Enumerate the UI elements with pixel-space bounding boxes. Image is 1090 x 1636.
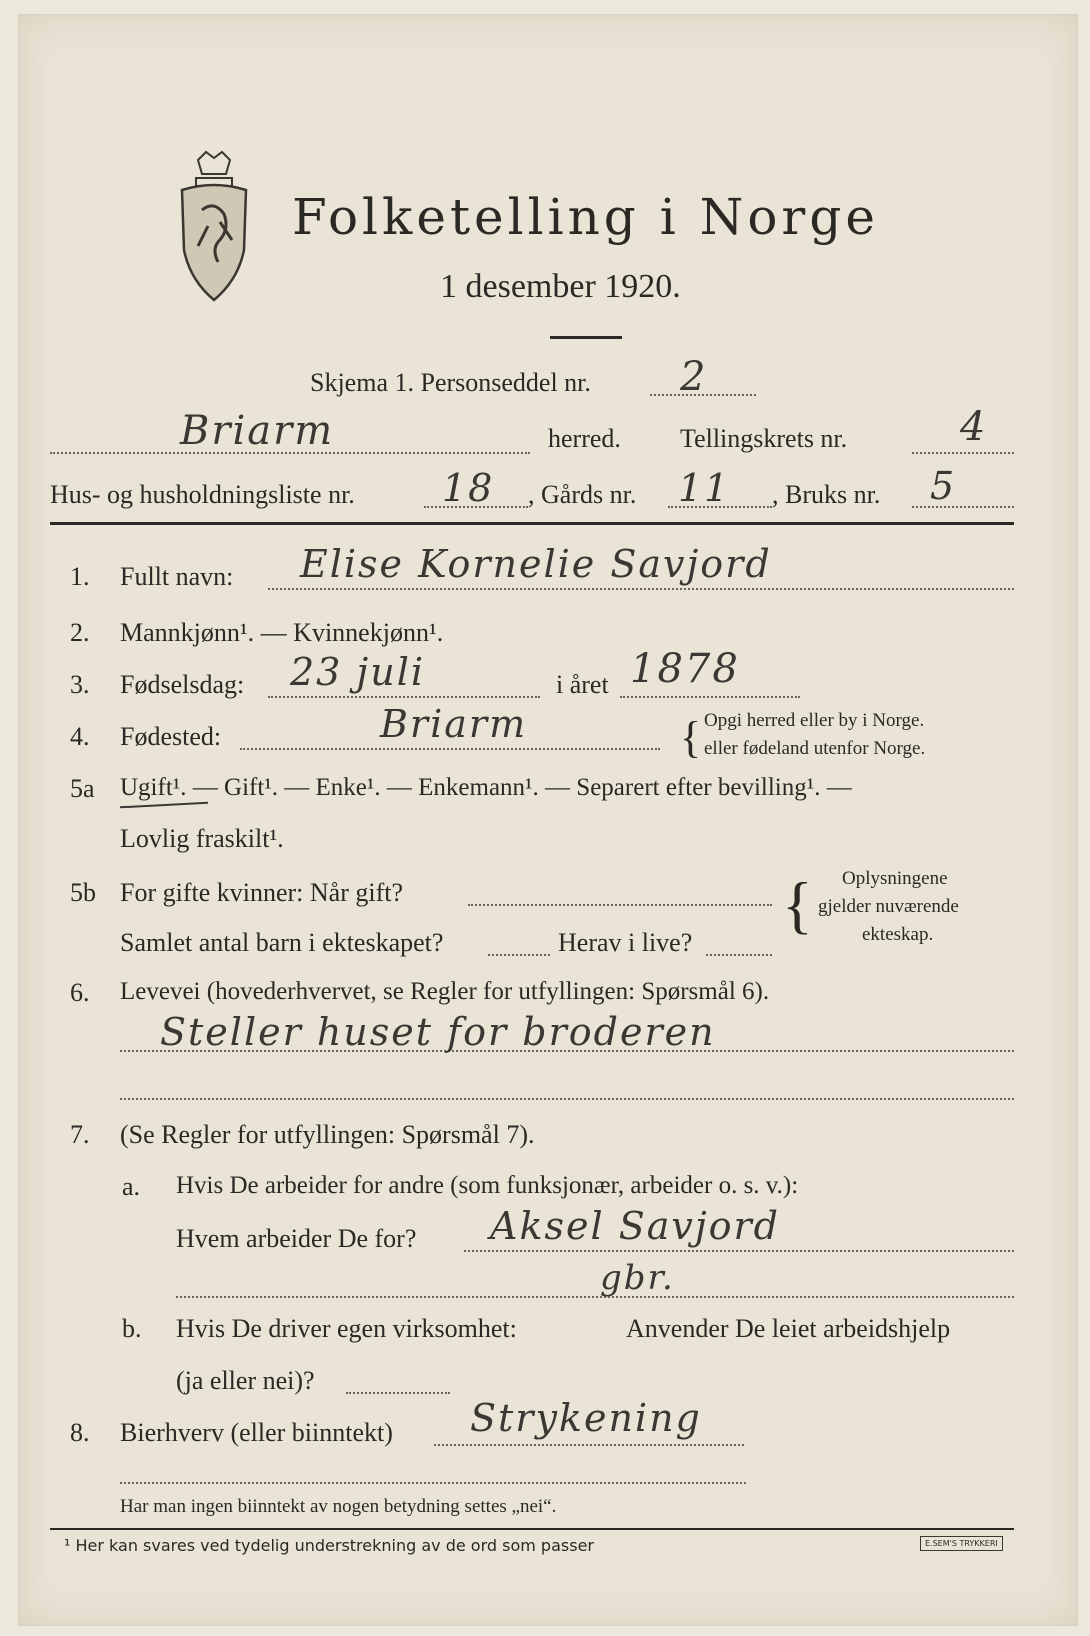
census-date: 1 desember 1920.	[440, 268, 681, 305]
title-divider	[550, 336, 622, 339]
q8-note: Har man ingen biinntekt av nogen betydning settes „nei“.	[120, 1496, 557, 1517]
q7-label: (Se Regler for utfyllingen: Spørsmål 7).	[120, 1120, 535, 1149]
q5b-note-3: ekteskap.	[862, 924, 934, 945]
q5b-note-1: Oplysningene	[842, 868, 948, 889]
q6-label: Levevei (hovederhvervet, se Regler for utfyllingen: Spørsmål 6).	[120, 978, 770, 1005]
liste-label: Hus- og husholdningsliste nr.	[50, 480, 355, 509]
printer-stamp: E.SEM'S TRYKKERI	[920, 1536, 1003, 1551]
q5a-label-2: Lovlig fraskilt¹.	[120, 824, 284, 853]
bruks-value: 5	[930, 464, 957, 508]
q7b-label-cont: Anvender De leiet arbeidshjelp	[626, 1314, 951, 1343]
side-income-value: Strykening	[470, 1396, 702, 1440]
q7b-number: b.	[122, 1314, 142, 1343]
herred-label: herred.	[548, 424, 621, 453]
q7a-label: Hvis De arbeider for andre (som funksjonær, arbeider o. s. v.):	[176, 1172, 799, 1199]
q5b-note-2: gjelder nuværende	[818, 896, 959, 917]
q7a-label-2: Hvem arbeider De for?	[176, 1224, 417, 1253]
herred-value: Briarm	[180, 408, 335, 454]
q3-number: 3.	[70, 670, 90, 699]
bruks-label: , Bruks nr.	[772, 480, 881, 509]
q7b-label-2: (ja eller nei)?	[176, 1366, 315, 1395]
birthday-value: 23 juli	[290, 650, 425, 694]
q5b-label-2: Samlet antal barn i ekteskapet?	[120, 928, 444, 957]
occupation-value: Steller huset for broderen	[160, 1010, 716, 1054]
q5b-number: 5b	[70, 878, 96, 907]
q5a-label: Ugift¹. — Gift¹. — Enke¹. — Enkemann¹. — Separert efter bevilling¹. —	[120, 774, 852, 801]
coat-of-arms-icon	[168, 150, 260, 310]
schema-value: 2	[680, 354, 708, 400]
form-title: Folketelling i Norge	[292, 188, 879, 246]
q6-number: 6.	[70, 978, 90, 1007]
employer-value-2: gbr.	[600, 1258, 675, 1298]
q7-number: 7.	[70, 1120, 90, 1149]
footer-rule	[50, 1528, 1014, 1530]
header-rule	[50, 522, 1014, 525]
birth-year-value: 1878	[630, 646, 740, 692]
birthplace-value: Briarm	[380, 702, 528, 746]
krets-label: Tellingskrets nr.	[680, 424, 848, 453]
q5b-label: For gifte kvinner: Når gift?	[120, 878, 404, 907]
q8-label: Bierhverv (eller biinntekt)	[120, 1418, 393, 1447]
full-name-value: Elise Kornelie Savjord	[300, 542, 772, 586]
q2-number: 2.	[70, 618, 90, 647]
gards-value: 11	[678, 466, 731, 510]
q7a-number: a.	[122, 1172, 141, 1201]
q4-note-2: eller fødeland utenfor Norge.	[704, 738, 926, 759]
krets-value: 4	[960, 404, 988, 450]
q1-label: Fullt navn:	[120, 562, 234, 591]
q5b-label-3: Herav i live?	[558, 928, 693, 957]
q3-label: Fødselsdag:	[120, 670, 245, 699]
q4-label: Fødested:	[120, 722, 222, 751]
q4-note-1: Opgi herred eller by i Norge.	[704, 710, 925, 731]
q1-number: 1.	[70, 562, 90, 591]
q8-number: 8.	[70, 1418, 90, 1447]
employer-value: Aksel Savjord	[490, 1204, 780, 1248]
liste-value: 18	[442, 466, 495, 510]
q2-label: Mannkjønn¹. — Kvinnekjønn¹.	[120, 618, 444, 647]
schema-label: Skjema 1. Personseddel nr.	[310, 368, 591, 397]
footnote: ¹ Her kan svares ved tydelig understrekning av de ord som passer	[64, 1536, 594, 1555]
q5a-number: 5a	[70, 774, 95, 803]
q7b-label: Hvis De driver egen virksomhet:	[176, 1314, 517, 1343]
q4-number: 4.	[70, 722, 90, 751]
gards-label: , Gårds nr.	[528, 480, 637, 509]
year-label: i året	[556, 670, 609, 699]
